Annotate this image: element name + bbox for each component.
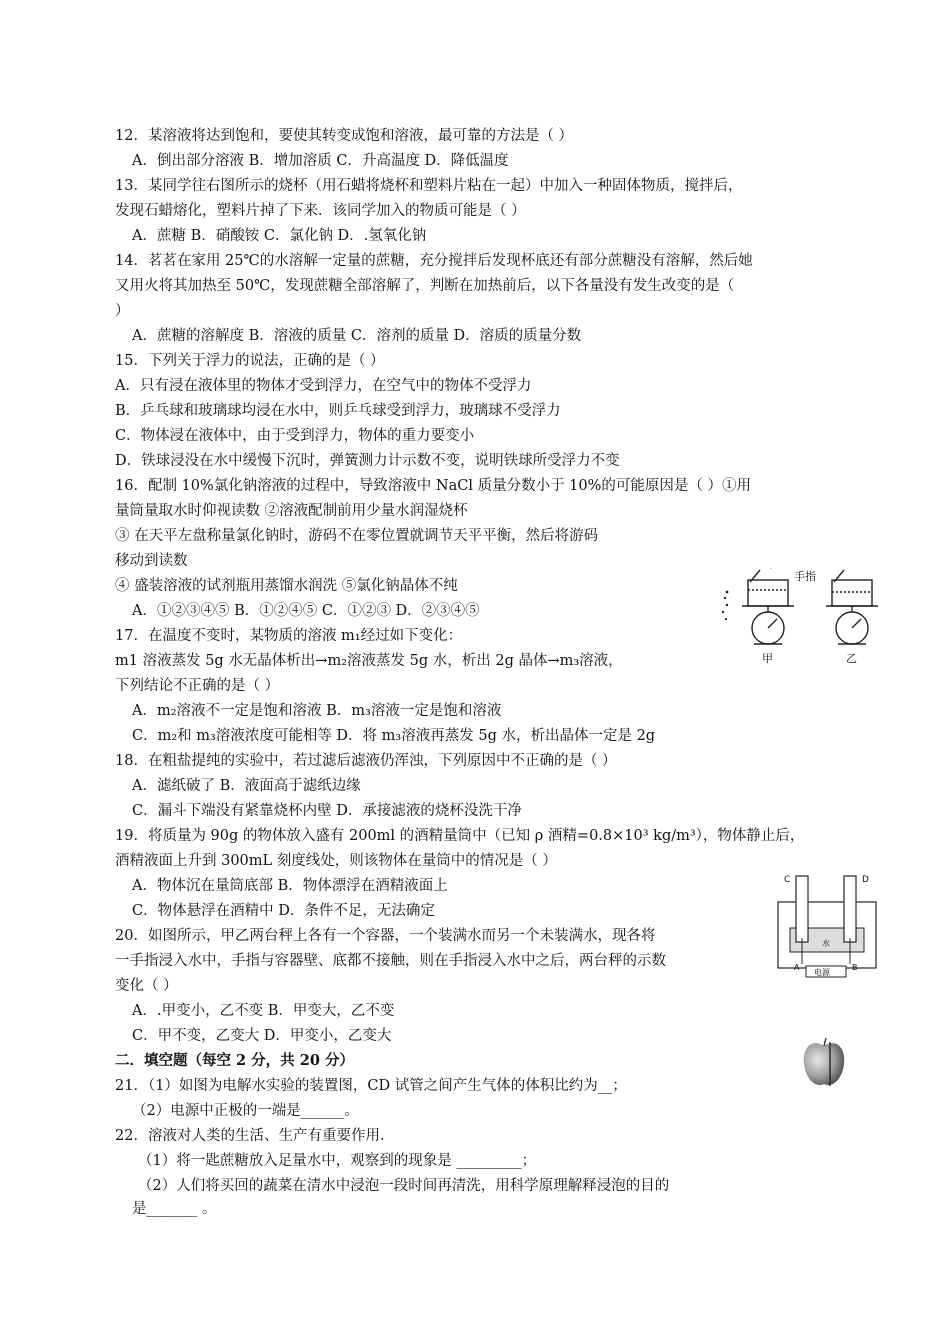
q16-item-3-cont: 移动到读数 <box>115 553 188 569</box>
section-fill-in-title: 二．填空题（每空 2 分，共 20 分） <box>115 1052 354 1069</box>
q20-stem: 20．如图所示，甲乙两台秤上各有一个容器，一个装满水而另一个未装满水，现各将 <box>115 928 656 944</box>
q16-item-3: ③ 在天平左盘称量氯化钠时，游码不在零位置就调节天平平衡，然后将游码 <box>115 528 599 544</box>
label-power: 电源 <box>814 968 830 977</box>
apple-image <box>802 1036 846 1088</box>
scale-yi <box>826 570 878 644</box>
q15-option-b: B．乒乓球和玻璃球均浸在水中，则乒乓球受到浮力，玻璃球不受浮力 <box>115 403 561 419</box>
q21-part1: 21．（1）如图为电解水实验的装置图，CD 试管之间产生气体的体积比约为__； <box>115 1078 627 1094</box>
q17-question: 下列结论不正确的是（ ） <box>115 678 280 694</box>
q13-stem-cont: 发现石蜡熔化，塑料片掉了下来．该同学加入的物质可能是（ ） <box>115 203 526 219</box>
scale-jia <box>742 570 794 644</box>
q15-option-c: C．物体浸在液体中，由于受到浮力，物体的重力要变小 <box>115 428 475 444</box>
q21-part2: （2）电源中正极的一端是______。 <box>132 1103 359 1119</box>
scales-figure <box>714 568 894 668</box>
yi-label: 乙 <box>846 652 857 665</box>
q16-options: A．①②③④⑤ B．①②④⑤ C．①②③ D．②③④⑤ <box>132 603 480 619</box>
jia-label: 甲 <box>762 652 773 665</box>
q22-part2: （2）人们将买回的蔬菜在清水中浸泡一段时间再清洗，用科学原理解释浸泡的目的 <box>138 1178 670 1194</box>
tube-c <box>796 876 808 942</box>
q20-options-cd: C．甲不变，乙变大 D．甲变小，乙变大 <box>132 1028 392 1044</box>
q19-options-ab: A．物体沉在量筒底部 B．物体漂浮在酒精液面上 <box>132 878 448 894</box>
q22-part2-cont: 是_______ 。 <box>132 1201 217 1217</box>
spill-drops <box>722 591 729 621</box>
q22-stem: 22．溶液对人类的生活、生产有重要作用． <box>115 1128 395 1144</box>
q19-options-cd: C．物体悬浮在酒精中 D．条件不足，无法确定 <box>132 903 435 919</box>
q18-stem: 18．在粗盐提纯的实验中，若过滤后滤液仍浑浊，下列原因中不正确的是（ ） <box>115 753 617 769</box>
q12-stem: 12．某溶液将达到饱和，要使其转变成饱和溶液，最可靠的方法是（ ） <box>115 128 574 144</box>
q16-stem: 16．配制 10%氯化钠溶液的过程中，导致溶液中 NaCl 质量分数小于 10%的可能原因是（ ）①用 <box>115 478 752 494</box>
q14-stem-cont: 又用火将其加热至 50℃，发现蔗糖全部溶解了，判断在加热前后，以下各量没有发生改变的是（ <box>115 278 735 294</box>
q19-stem-cont: 酒精液面上升到 300mL 刻度线处，则该物体在量筒中的情况是（ ） <box>115 853 557 869</box>
q17-options-ab: A．m₂溶液不一定是饱和溶液 B．m₃溶液一定是饱和溶液 <box>132 703 502 719</box>
q20-stem-cont: 一手指浸入水中，手指与容器壁、底都不接触，则在手指浸入水中之后，两台秤的示数 <box>115 953 666 969</box>
label-a: A <box>794 963 800 972</box>
label-c: C <box>784 875 791 885</box>
q17-stem: 17．在温度不变时，某物质的溶液 m₁经过如下变化： <box>115 628 463 644</box>
q19-stem: 19．将质量为 90g 的物体放入盛有 200ml 的酒精量筒中（已知 ρ 酒精=0.8×10³ kg/m³），物体静止后， <box>115 828 805 844</box>
tube-d <box>844 876 856 942</box>
q20-options-ab: A．.甲变小，乙不变 B．甲变大，乙不变 <box>132 1003 395 1019</box>
q12-options: A．倒出部分溶液 B．增加溶质 C．升高温度 D．降低温度 <box>132 153 509 169</box>
q20-stem-end: 变化（ ） <box>115 978 178 994</box>
label-water: 水 <box>822 939 830 948</box>
label-b: B <box>852 963 858 972</box>
electrolysis-figure <box>776 868 878 978</box>
q13-options: A．蔗糖 B．硝酸铵 C．氯化钠 D．.氢氧化钠 <box>132 228 427 244</box>
finger-label: 手指 <box>794 570 816 583</box>
q17-process: m1 溶液蒸发 5g 水无晶体析出→m₂溶液蒸发 5g 水，析出 2g 晶体→m₃溶液， <box>115 653 623 669</box>
q15-stem: 15．下列关于浮力的说法，正确的是（ ） <box>115 353 385 369</box>
q15-option-a: A．只有浸在液体里的物体才受到浮力，在空气中的物体不受浮力 <box>115 378 532 394</box>
q22-part1: （1）将一匙蔗糖放入足量水中，观察到的现象是 _________； <box>138 1153 537 1169</box>
q16-stem-cont: 量筒量取水时仰视读数 ②溶液配制前用少量水润湿烧杯 <box>115 503 468 519</box>
q17-options-cd: C．m₂和 m₃溶液浓度可能相等 D．将 m₃溶液再蒸发 5g 水，析出晶体一定是 2g <box>132 728 656 744</box>
q14-stem-end: ） <box>115 303 130 319</box>
q15-option-d: D．铁球浸没在水中缓慢下沉时，弹簧测力计示数不变，说明铁球所受浮力不变 <box>115 453 620 469</box>
q14-options: A．蔗糖的溶解度 B．溶液的质量 C．溶剂的质量 D．溶质的质量分数 <box>132 328 582 344</box>
label-d: D <box>862 875 869 885</box>
q14-stem: 14．茗茗在家用 25℃的水溶解一定量的蔗糖，充分搅拌后发现杯底还有部分蔗糖没有溶解，然后她 <box>115 253 753 269</box>
q16-items-4-5: ④ 盛装溶液的试剂瓶用蒸馏水润洗 ⑤氯化钠晶体不纯 <box>115 578 458 594</box>
q18-options-cd: C．漏斗下端没有紧靠烧杯内壁 D．承接滤液的烧杯没洗干净 <box>132 803 522 819</box>
q18-options-ab: A．滤纸破了 B．液面高于滤纸边缘 <box>132 778 361 794</box>
q13-stem: 13．某同学往右图所示的烧杯（用石蜡将烧杯和塑料片粘在一起）中加入一种固体物质，搅拌后， <box>115 178 743 194</box>
